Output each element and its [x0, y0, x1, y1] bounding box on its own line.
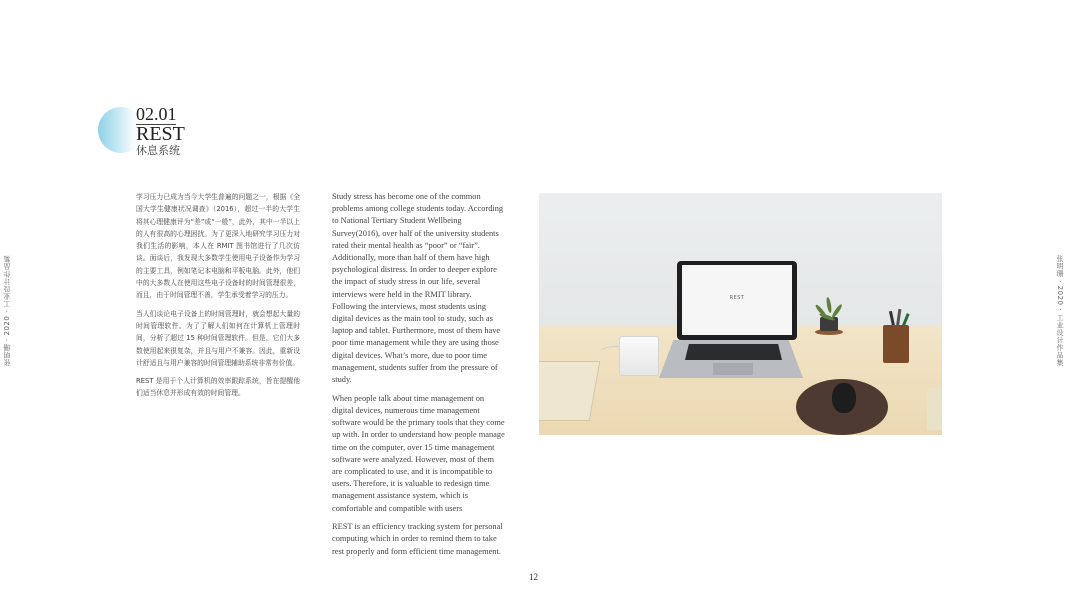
laptop-display: [682, 265, 792, 335]
english-paragraph: Study stress has become one of the common problems among college students today. According to National Tertiary Student Wellbeing Survey(2016), over half of the university students rated their mental health as “poor” or “fair”. Additionally, more than half of them have high psychological distress. In order to deeper explore the impact of study stress in our life, several interviews were held in the RMIT library. Following the interviews, most students using digital devices as the main tool to study, such as laptop and tablet. Furthermore, most of them have poor time management while they are using those digital devices. What’s more, due to poor time management, students suffer from the pressure of study.: [332, 192, 504, 385]
english-paragraph: REST is an efficiency tracking system for personal computing which in order to remind them to take rest properly and form efficient time management.: [332, 522, 503, 556]
laptop-screen: [677, 261, 797, 340]
section-title: REST: [136, 123, 185, 145]
screen-app-title: REST: [729, 295, 745, 301]
section-number: 02.01: [136, 104, 177, 124]
plant-leaf: [826, 297, 833, 313]
english-paragraph: When people talk about time management on digital devices, numerous time management software would be the primary tools that they come up with. In order to understand how people manage time on the computer, over 15 time management software were analyzed. However, most of them are complicated to use, and it is incompatible to users. Therefore, it is valuable to redesign time management assistance system, which is comfortable and compatible with users: [332, 393, 505, 513]
english-text-column: [332, 191, 506, 564]
charger-cube: [619, 336, 659, 376]
computer-mouse: [832, 383, 856, 413]
desk-laptop-photo: [539, 193, 942, 435]
side-caption-right: 张明珊 · 2020 · 工业设计作品集: [1056, 255, 1064, 367]
section-subtitle: 休息系统: [136, 144, 180, 157]
pen-cup: [883, 325, 909, 363]
chinese-paragraph: 学习压力已成为当今大学生普遍的问题之一，根据《全国大学生健康状况调查》（2016），超过一半的大学生将其心理健康评为“差”或“一般”，此外，其中一半以上的人有很高的心理困扰。为了更深入地研究学习压力对我们生活的影响，本人在 RMIT 图书馆进行了几次访谈。面谈后，我发现大多数学生使用电子设备作为学习的主要工具，例如笔记本电脑和平板电脑。此外，他们中的大多数人在使用这些电子设备时的时间管理很差，而且，由于时间管理不善，学生承受着学习的压力。: [136, 193, 300, 300]
paper-box: [927, 388, 942, 430]
chinese-text-column: [136, 191, 300, 406]
laptop-trackpad: [713, 363, 753, 375]
chinese-paragraph: 当人们谈论电子设备上的时间管理时，就会想起大量的时间管理软件。为了了解人们如何在计算机上管理时间，分析了超过 15 种时间管理软件。但是，它们大多数使用起来很复杂，并且与用户不兼容。因此，重新设计舒适且与用户兼容的时间管理辅助系统非常有价值。: [136, 309, 300, 367]
laptop-keyboard: [685, 344, 782, 360]
chinese-paragraph: REST 是用于个人计算机的效率跟踪系统，旨在提醒他们适当休息并形成有效的时间管理。: [136, 377, 300, 398]
notebook: [539, 361, 600, 421]
page-number: 12: [529, 572, 538, 582]
side-caption-left: 张明珊 · 2020 · 工业设计作品集: [3, 255, 11, 367]
